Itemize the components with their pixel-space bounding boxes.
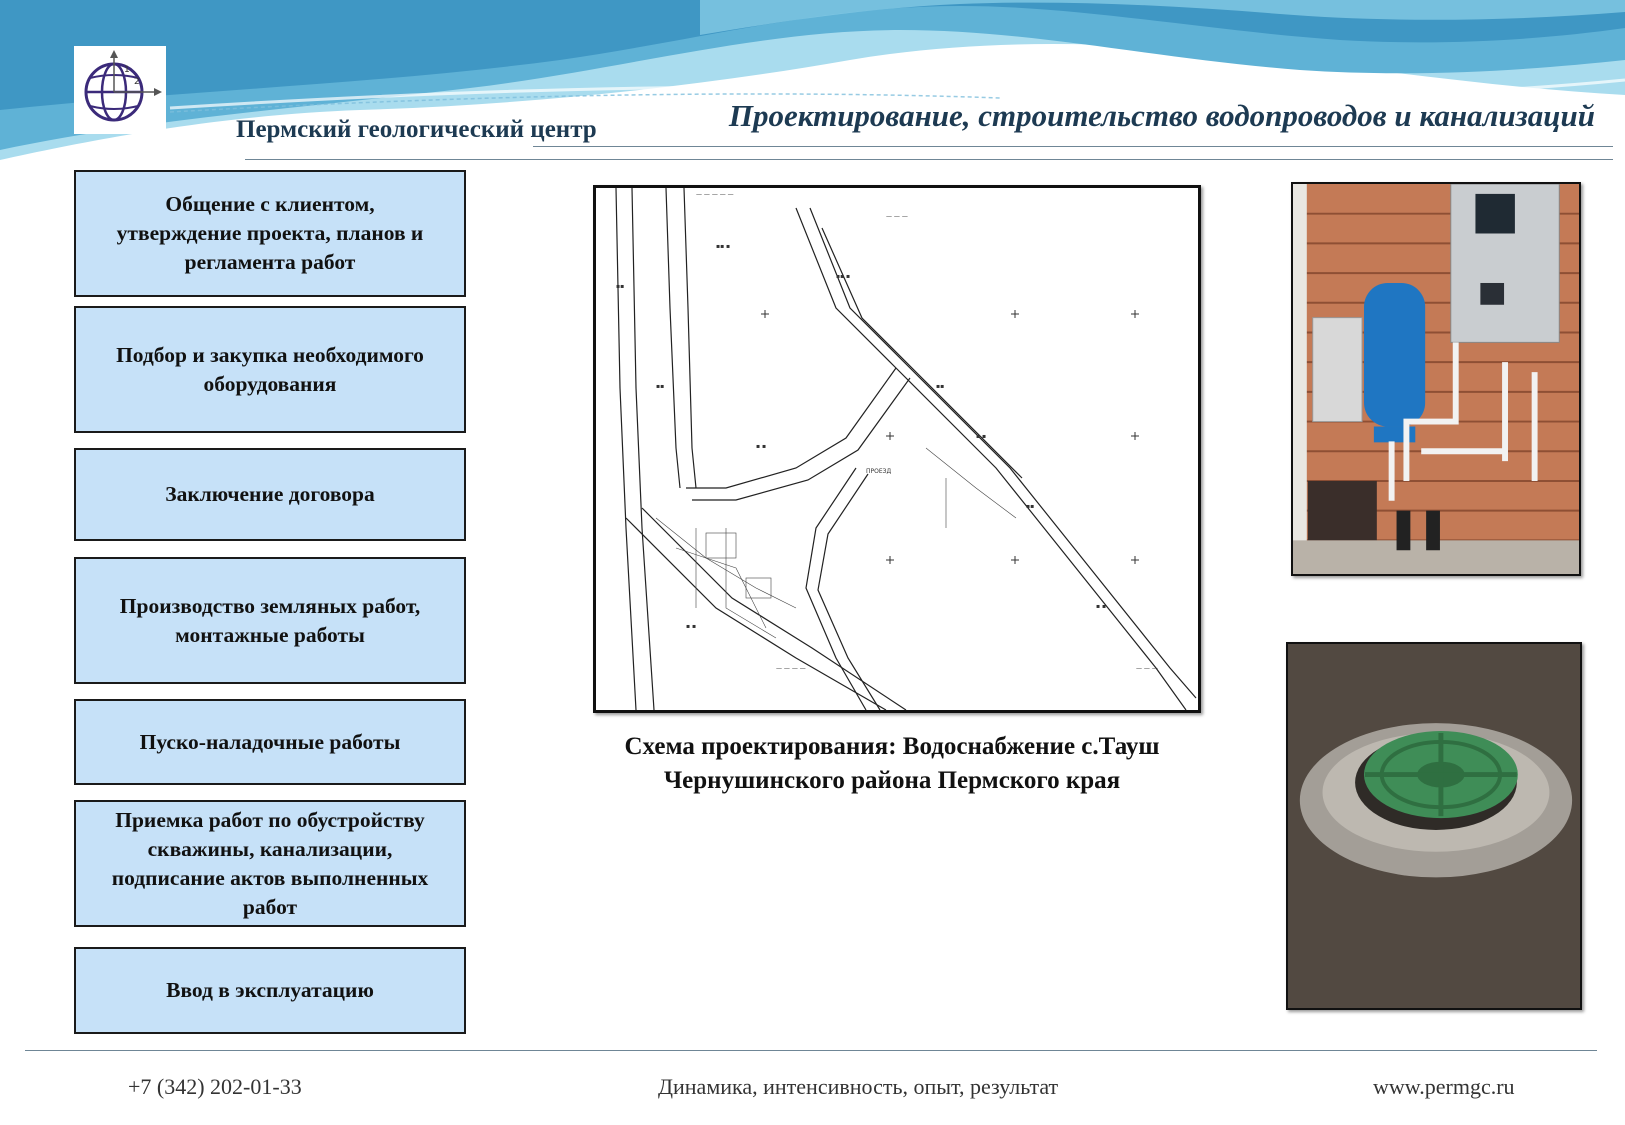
organization-name: Пермский геологический центр — [236, 116, 597, 143]
plan-caption-line1: Схема проектирования: Водоснабжение с.Тауш — [624, 733, 1160, 760]
svg-text:▪ ▪: ▪ ▪ — [756, 443, 767, 450]
photo-pump-equipment — [1291, 182, 1581, 576]
svg-text:▪▪: ▪▪ — [656, 383, 665, 390]
svg-text:▪ ▪: ▪ ▪ — [976, 433, 987, 440]
step-operation: Ввод в эксплуатацию — [74, 947, 466, 1034]
svg-text:▪▪ ▪: ▪▪ ▪ — [716, 243, 731, 250]
footer-divider — [25, 1050, 1597, 1051]
svg-text:▪▪: ▪▪ — [1026, 503, 1035, 510]
footer-website-link[interactable]: www.permgc.ru — [1373, 1074, 1515, 1099]
globe-logo-icon — [74, 46, 166, 134]
header-divider — [245, 159, 1613, 160]
svg-text:ПРОЕЗД: ПРОЕЗД — [866, 468, 892, 475]
header-divider-upper — [533, 146, 1613, 147]
step-earthworks: Производство земляных работ, монтажные работы — [74, 557, 466, 684]
photo-well-manhole — [1286, 642, 1582, 1010]
svg-text:1: 1 — [124, 65, 130, 75]
svg-text:— — —: — — — — [1136, 665, 1158, 672]
plan-caption — [560, 730, 1224, 798]
svg-text:▪▪: ▪▪ — [616, 283, 625, 290]
step-commissioning: Пуско-наладочные работы — [74, 699, 466, 785]
step-equipment-purchase: Подбор и закупка необходимого оборудования — [74, 306, 466, 433]
svg-text:▪▪ ▪: ▪▪ ▪ — [836, 273, 851, 280]
step-acceptance: Приемка работ по обустройству скважины, канализации, подписание актов выполненных работ — [74, 800, 466, 927]
plan-caption-line2: Чернушинского района Пермского края — [663, 767, 1121, 794]
svg-text:— — — — —: — — — — — — [696, 191, 734, 198]
svg-text:2: 2 — [134, 77, 140, 87]
footer-slogan: Динамика, интенсивность, опыт, результат — [658, 1074, 1059, 1099]
svg-text:▪ ▪: ▪ ▪ — [686, 623, 697, 630]
company-logo — [74, 46, 166, 134]
svg-text:▪▪: ▪▪ — [936, 383, 945, 390]
svg-text:▪ ▪: ▪ ▪ — [1096, 603, 1107, 610]
svg-text:— — —: — — — — [886, 213, 908, 220]
step-contract: Заключение договора — [74, 448, 466, 541]
svg-text:— — — —: — — — — — [776, 665, 806, 672]
step-client-communication: Общение с клиентом, утверждение проекта, планов и регламента работ — [74, 170, 466, 297]
page-headline: Проектирование, строительство водопроводов и канализаций — [728, 98, 1595, 133]
footer-phone[interactable]: +7 (342) 202-01-33 — [128, 1074, 302, 1099]
water-supply-plan-drawing — [593, 185, 1201, 713]
